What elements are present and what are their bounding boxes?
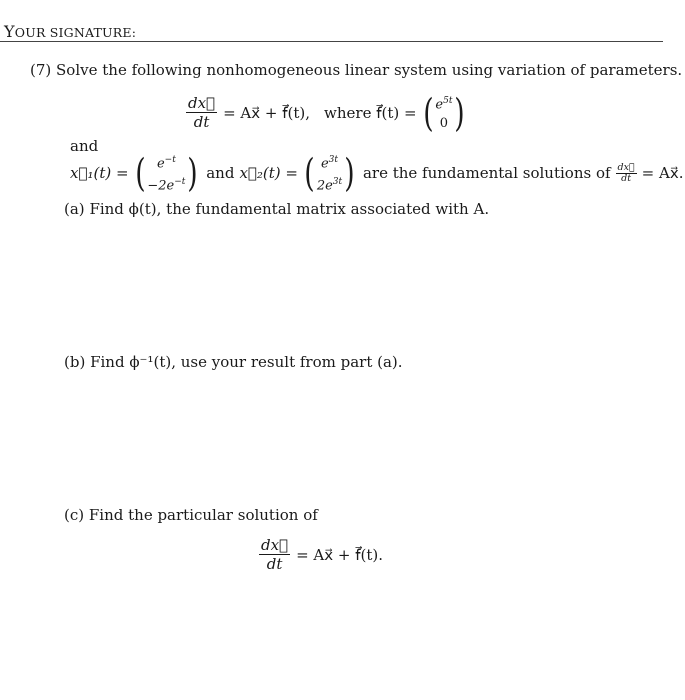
derivative-fraction — [186, 94, 217, 131]
equation-rhs: = Ax⃗ + f⃗(t), — [223, 103, 311, 122]
part-b-text: Find ϕ⁻¹(t), use your result from part (a). — [90, 353, 403, 371]
x1-bottom: $-2e^{-t}$ — [147, 177, 186, 194]
part-a — [64, 200, 489, 218]
part-b — [64, 353, 403, 371]
fundamental-tail-text: are the fundamental solutions of — [362, 164, 611, 183]
x2-top: $e^{3t}$ — [320, 155, 338, 172]
header-label: OUR SIGNATURE: — [14, 25, 137, 40]
part-c — [64, 506, 318, 524]
and-text: and — [70, 137, 99, 155]
part-c-label: (c) — [64, 506, 85, 524]
part-b-label: (b) — [64, 353, 86, 371]
x1-label: x⃗₁(t) = — [70, 164, 129, 183]
signature-header — [4, 22, 136, 41]
fraction-numerator: dx⃗ — [188, 94, 216, 113]
where-text: where f⃗(t) = — [324, 103, 417, 122]
tail-derivative-fraction: $\frac{dx⃗}{dt}$ — [617, 161, 635, 184]
particular-rhs: = Ax⃗ + f⃗(t). — [296, 545, 384, 564]
signature-rule — [0, 41, 663, 42]
x1-top: $e^{-t}$ — [156, 155, 176, 172]
x1-vector: ( $e^{-t}$ $-2e^{-t}$ ) — [134, 151, 199, 196]
system-equation — [184, 92, 467, 133]
forcing-vector: ( $e^{5t}$ 0 ) — [422, 90, 466, 135]
particular-derivative-fraction: $\frac{dx⃗}{dt}$ — [261, 536, 289, 573]
header-initial: Y — [4, 22, 15, 41]
problem-statement — [30, 61, 682, 79]
forcing-vector-top: $e^{5t}$ — [435, 96, 453, 113]
x2-bottom: $2e^{3t}$ — [316, 177, 343, 194]
x2-vector: ( $e^{3t}$ $2e^{3t}$ ) — [304, 151, 355, 196]
fraction-denominator: dt — [193, 113, 210, 132]
part-c-text: Find the particular solution of — [88, 506, 318, 524]
particular-equation — [257, 536, 383, 573]
problem-number: (7) — [30, 61, 52, 79]
part-a-label: (a) — [64, 200, 85, 218]
fundamental-solutions-line — [70, 151, 684, 196]
tail-rhs: = Ax⃗. — [641, 164, 684, 183]
x2-label: x⃗₂(t) = — [239, 164, 298, 183]
and-text-2: and — [206, 164, 235, 183]
problem-text: Solve the following nonhomogeneous linear system using variation of parameters. — [56, 61, 683, 79]
forcing-vector-bottom: 0 — [439, 116, 449, 132]
part-a-text: Find ϕ(t), the fundamental matrix associated with A. — [89, 200, 490, 218]
